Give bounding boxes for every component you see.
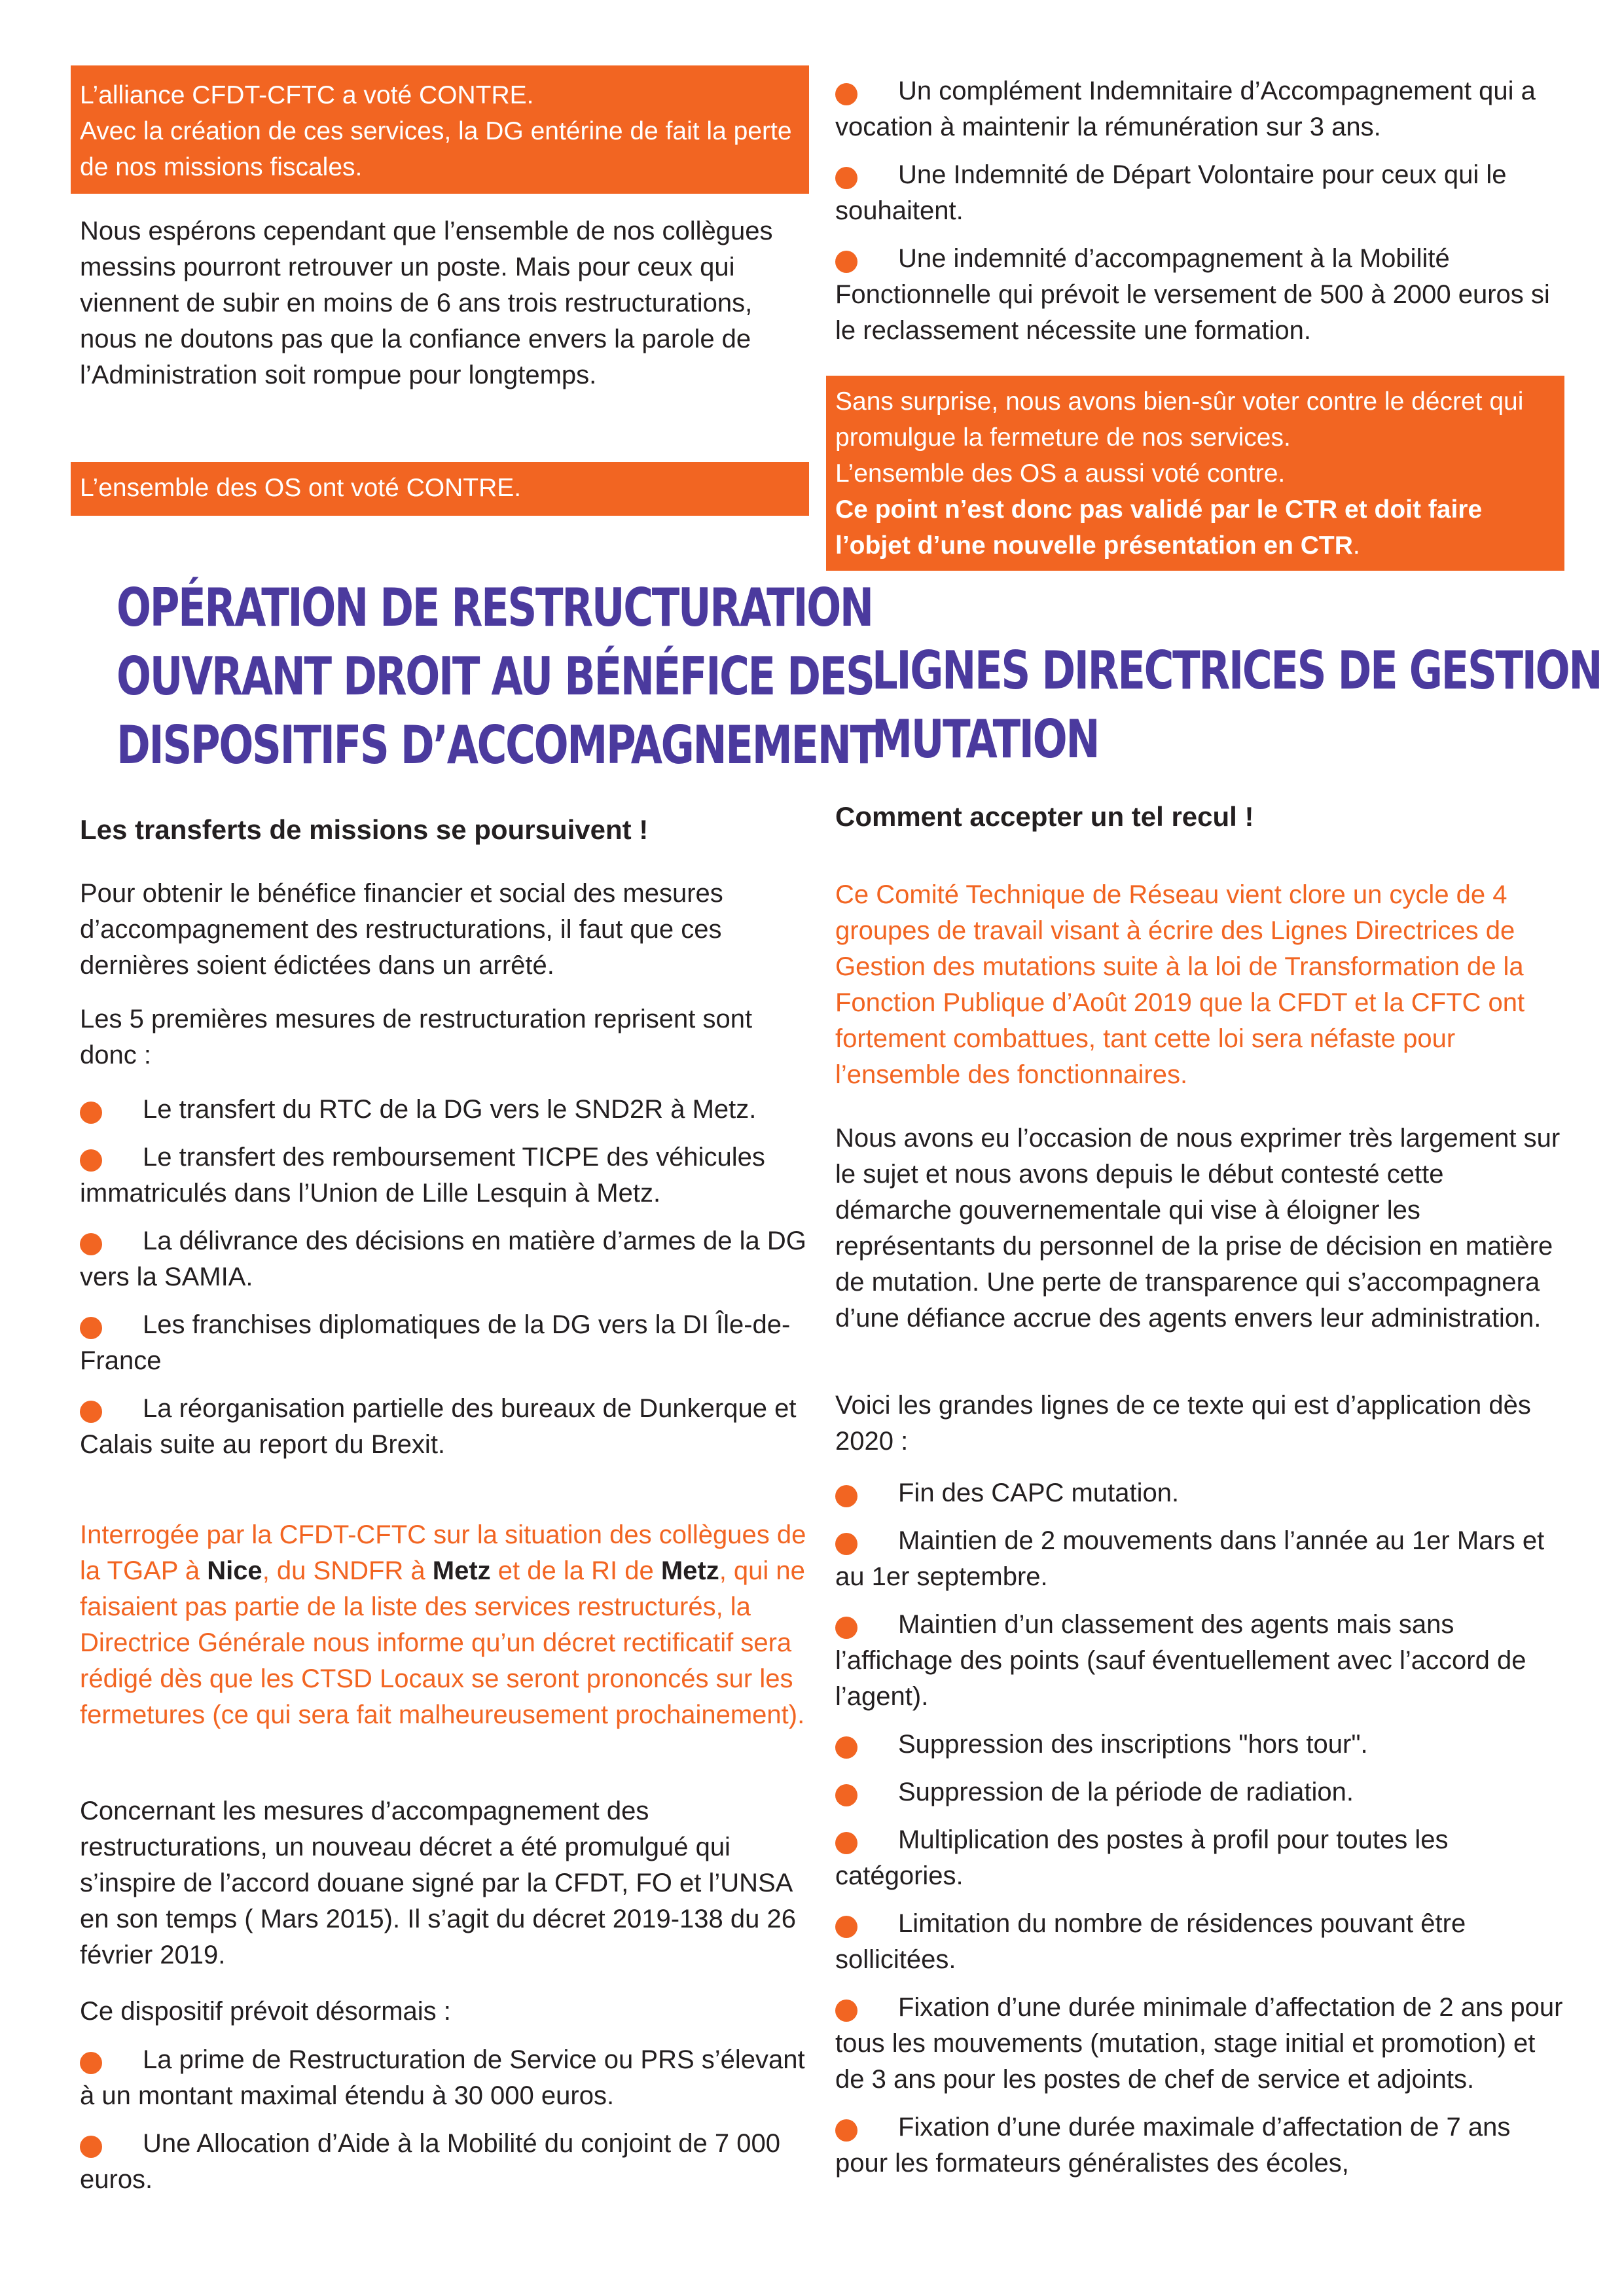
list-item: Le transfert du RTC de la DG vers le SND2R à Metz. (80, 1092, 809, 1128)
list-item: Fixation d’une durée minimale d’affectation de 2 ans pour tous les mouvements (mutation, stage initial et promotion) et de 3 ans pour les postes de chef de service et adjoints. (835, 1993, 1563, 2094)
vote-contre-box (71, 65, 809, 194)
dispositif-list (80, 2042, 809, 2210)
list-item: Fin des CAPC mutation. (835, 1475, 1564, 1511)
restructuration-heading (117, 573, 876, 780)
lignes-directrices-heading-line-2: MUTATION (872, 709, 1099, 770)
list-item: Maintien d’un classement des agents mais sans l’affichage des points (sauf éventuellement avec l’accord de l’agent). (835, 1610, 1526, 1711)
list-item: Un complément Indemnitaire d’Accompagnement qui a vocation à maintenir la rémunération sur 3 ans. (835, 77, 1536, 141)
restructuration-heading-line-1: OPÉRATION DE RESTRUCTURATION (117, 577, 873, 638)
bullet-dot-icon (80, 1401, 102, 1423)
grandes-lignes-paragraph: Voici les grandes lignes de ce texte qui est d’application dès 2020 : (835, 1391, 1531, 1456)
mesures-paragraph: Les 5 premières mesures de restructuration reprisent sont donc : (80, 1005, 753, 1069)
list-item: La réorganisation partielle des bureaux de Dunkerque et Calais suite au report du Brexit. (80, 1394, 797, 1459)
bullet-dot-icon (80, 2136, 102, 2158)
bullet-dot-icon (80, 1102, 102, 1124)
list-item: La prime de Restructuration de Service ou PRS s’élevant à un montant maximal étendu à 30 000 euros. (80, 2045, 805, 2110)
decret-vote-line-1: Sans surprise, nous avons bien-sûr voter contre le décret qui promulgue la fermeture de nos services. (835, 387, 1524, 452)
vote-contre-line-2: Avec la création de ces services, la DG entérine de fait la perte de nos missions fiscales. (80, 117, 792, 181)
list-item: Multiplication des postes à profil pour toutes les catégories. (835, 1825, 1449, 1890)
list-item: Suppression de la période de radiation. (835, 1774, 1564, 1810)
list-item: La délivrance des décisions en matière d’armes de la DG vers la SAMIA. (80, 1227, 806, 1291)
recul-subheading: Comment accepter un tel recul ! (835, 801, 1254, 832)
bullet-dot-icon (835, 251, 857, 273)
decret-vote-line-2: L’ensemble des OS a aussi voté contre. (835, 459, 1286, 488)
bullet-dot-icon (835, 1832, 857, 1854)
bullet-dot-icon (835, 1736, 857, 1759)
bullet-dot-icon (80, 2052, 102, 2074)
comite-orange-paragraph: Ce Comité Technique de Réseau vient clore un cycle de 4 groupes de travail visant à écrire des Lignes Directrices de Gestion des mutations suite à la loi de Transformation de la Fonction Publique d’Août 2019 que la CFDT et la CFTC ont fortement combattues, tant cette loi sera néfaste pour l’ensemble des fonctionnaires. (835, 880, 1525, 1089)
transferts-subheading: Les transferts de missions se poursuivent ! (80, 814, 649, 845)
list-item: Une Indemnité de Départ Volontaire pour ceux qui le souhaitent. (835, 160, 1507, 225)
bullet-dot-icon (835, 1533, 857, 1555)
transferts-list (80, 1092, 809, 1475)
list-item: Fixation d’une durée maximale d’affectation de 7 ans pour les formateurs généralistes des écoles, (835, 2113, 1511, 2178)
os-vote-text: L’ensemble des OS ont voté CONTRE. (80, 474, 522, 502)
benefice-paragraph: Pour obtenir le bénéfice financier et social des mesures d’accompagnement des restructurations, il faut que ces dernières soient édictées dans un arrêté. (80, 879, 723, 980)
lignes-directrices-heading-line-1: LIGNES DIRECTRICES DE GESTION (872, 640, 1602, 701)
tgap-orange-paragraph: Interrogée par la CFDT-CFTC sur la situation des collègues de la TGAP à Nice, du SNDFR à Metz et de la RI de Metz, qui ne faisaient pas partie de la liste des services restructurés, la Directrice Générale nous informe qu’un décret rectificatif sera rédigé dès que les CTSD Locaux se seront prononcés sur les fermetures (ce qui sera fait malheureusement prochainement). (80, 1520, 806, 1729)
bullet-dot-icon (835, 1784, 857, 1806)
list-item: Une Allocation d’Aide à la Mobilité du conjoint de 7 000 euros. (80, 2129, 780, 2194)
bullet-dot-icon (80, 1317, 102, 1339)
indemnites-list (835, 73, 1564, 361)
mutation-list (835, 1475, 1564, 2193)
restructuration-heading-line-3: DISPOSITIFS D’ACCOMPAGNEMENT (117, 715, 876, 776)
messins-paragraph: Nous espérons cependant que l’ensemble de nos collègues messins pourront retrouver un poste. Mais pour ceux qui viennent de subir en moins de 6 ans trois restructurations, nous ne doutons pas que la confiance envers la parole de l’Administration soit rompue pour longtemps. (80, 217, 773, 389)
bullet-dot-icon (835, 1617, 857, 1639)
dispositif-paragraph: Ce dispositif prévoit désormais : (80, 1997, 451, 2026)
restructuration-heading-line-2: OUVRANT DROIT AU BÉNÉFICE DES (117, 646, 874, 707)
decret-vote-box (826, 376, 1564, 571)
bullet-dot-icon (835, 2000, 857, 2022)
bullet-dot-icon (835, 167, 857, 189)
decret-paragraph: Concernant les mesures d’accompagnement des restructurations, un nouveau décret a été promulgué qui s’inspire de l’accord douane signé par la CFDT, FO et l’UNSA en son temps ( Mars 2015). Il s’agit du décret 2019-138 du 26 février 2019. (80, 1797, 796, 1969)
bullet-dot-icon (835, 83, 857, 105)
bullet-dot-icon (80, 1149, 102, 1172)
list-item: Suppression des inscriptions "hors tour". (835, 1727, 1564, 1763)
decret-vote-line-3: Ce point n’est donc pas validé par le CTR et doit faire l’objet d’une nouvelle présentation en CTR. (835, 495, 1483, 560)
bullet-dot-icon (835, 1485, 857, 1507)
lignes-directrices-heading (872, 636, 1601, 774)
list-item: Maintien de 2 mouvements dans l’année au 1er Mars et au 1er septembre. (835, 1526, 1545, 1591)
list-item: Les franchises diplomatiques de la DG vers la DI Île-de-France (80, 1310, 791, 1375)
os-vote-box (71, 462, 809, 516)
occasion-paragraph: Nous avons eu l’occasion de nous exprimer très largement sur le sujet et nous avons depuis le début contesté cette démarche gouvernementale qui vise à éloigner les représentants du personnel de la prise de décision en matière de mutation. Une perte de transparence qui s’accompagnera d’une défiance accrue des agents envers leur administration. (835, 1124, 1561, 1333)
bullet-dot-icon (835, 1916, 857, 1938)
list-item: Limitation du nombre de résidences pouvant être sollicitées. (835, 1909, 1466, 1974)
bullet-dot-icon (835, 2119, 857, 2142)
list-item: Une indemnité d’accompagnement à la Mobilité Fonctionnelle qui prévoit le versement de 500 à 2000 euros si le reclassement nécessite une formation. (835, 244, 1550, 345)
bullet-dot-icon (80, 1233, 102, 1255)
vote-contre-line-1: L’alliance CFDT-CFTC a voté CONTRE. (80, 81, 534, 109)
list-item: Le transfert des remboursement TICPE des véhicules immatriculés dans l’Union de Lille Lesquin à Metz. (80, 1143, 765, 1208)
